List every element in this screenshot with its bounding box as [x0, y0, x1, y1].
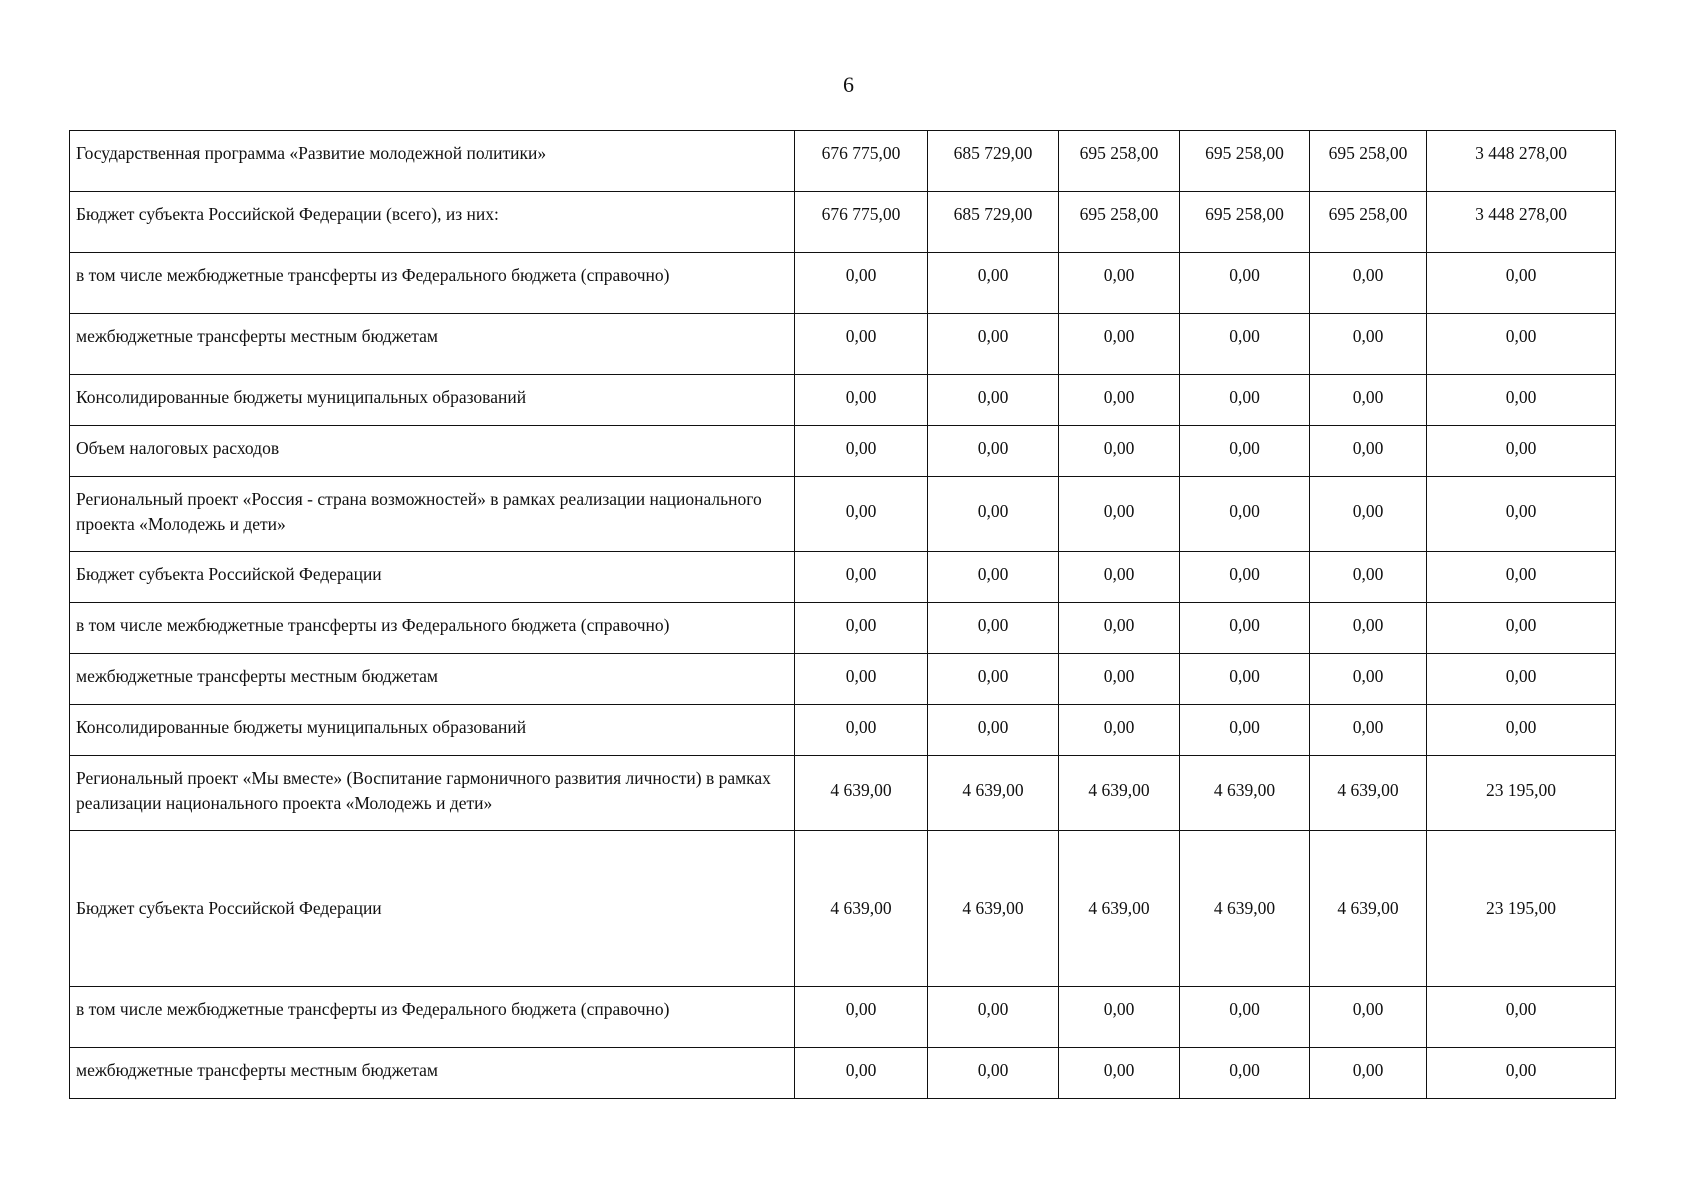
- value-cell: 0,00: [1059, 314, 1180, 375]
- value-cell: 4 639,00: [1310, 831, 1427, 987]
- value-cell: 0,00: [1310, 705, 1427, 756]
- value-cell: 0,00: [1059, 375, 1180, 426]
- value-cell: 676 775,00: [795, 131, 928, 192]
- row-label: Региональный проект «Россия - страна возможностей» в рамках реализации национального проекта «Молодежь и дети»: [70, 477, 795, 552]
- value-cell: 0,00: [795, 375, 928, 426]
- value-cell: 0,00: [1427, 314, 1616, 375]
- value-cell: 0,00: [1427, 552, 1616, 603]
- value-cell: 0,00: [795, 314, 928, 375]
- value-cell: 0,00: [928, 426, 1059, 477]
- value-cell: 0,00: [1310, 1048, 1427, 1099]
- value-cell: 0,00: [928, 987, 1059, 1048]
- value-cell: 0,00: [1180, 1048, 1310, 1099]
- value-cell: 0,00: [1310, 426, 1427, 477]
- table-row: [70, 426, 1616, 477]
- value-cell: 0,00: [928, 705, 1059, 756]
- value-cell: 0,00: [928, 552, 1059, 603]
- table-row: [70, 253, 1616, 314]
- value-cell: 4 639,00: [1310, 756, 1427, 831]
- value-cell: 695 258,00: [1180, 192, 1310, 253]
- value-cell: 0,00: [795, 426, 928, 477]
- value-cell: 4 639,00: [1059, 831, 1180, 987]
- value-cell: 3 448 278,00: [1427, 131, 1616, 192]
- value-cell: 0,00: [928, 1048, 1059, 1099]
- value-cell: 0,00: [1180, 705, 1310, 756]
- table-row: [70, 477, 1616, 552]
- value-cell: 4 639,00: [795, 831, 928, 987]
- table-row: [70, 314, 1616, 375]
- value-cell: 0,00: [1427, 1048, 1616, 1099]
- value-cell: 0,00: [1427, 253, 1616, 314]
- value-cell: 0,00: [1427, 705, 1616, 756]
- value-cell: 0,00: [1059, 426, 1180, 477]
- value-cell: 0,00: [1310, 477, 1427, 552]
- value-cell: 0,00: [1180, 375, 1310, 426]
- value-cell: 0,00: [928, 654, 1059, 705]
- value-cell: 685 729,00: [928, 192, 1059, 253]
- value-cell: 0,00: [1059, 987, 1180, 1048]
- value-cell: 0,00: [1180, 426, 1310, 477]
- row-label: Консолидированные бюджеты муниципальных образований: [70, 375, 795, 426]
- table-row: [70, 987, 1616, 1048]
- value-cell: 0,00: [795, 603, 928, 654]
- row-label: Бюджет субъекта Российской Федерации: [70, 831, 795, 987]
- row-label: Бюджет субъекта Российской Федерации (всего), из них:: [70, 192, 795, 253]
- value-cell: 0,00: [1180, 603, 1310, 654]
- value-cell: 0,00: [1180, 987, 1310, 1048]
- value-cell: 4 639,00: [1180, 756, 1310, 831]
- row-label: в том числе межбюджетные трансферты из Федерального бюджета (справочно): [70, 987, 795, 1048]
- value-cell: 0,00: [1310, 253, 1427, 314]
- value-cell: 0,00: [1059, 603, 1180, 654]
- value-cell: 695 258,00: [1059, 192, 1180, 253]
- value-cell: 0,00: [1180, 552, 1310, 603]
- value-cell: 0,00: [1059, 253, 1180, 314]
- value-cell: 0,00: [928, 253, 1059, 314]
- value-cell: 23 195,00: [1427, 756, 1616, 831]
- row-label: Бюджет субъекта Российской Федерации: [70, 552, 795, 603]
- value-cell: 0,00: [795, 477, 928, 552]
- value-cell: 0,00: [1180, 477, 1310, 552]
- value-cell: 0,00: [1310, 987, 1427, 1048]
- value-cell: 0,00: [1310, 603, 1427, 654]
- value-cell: 3 448 278,00: [1427, 192, 1616, 253]
- value-cell: 695 258,00: [1059, 131, 1180, 192]
- value-cell: 0,00: [928, 314, 1059, 375]
- value-cell: 0,00: [1427, 426, 1616, 477]
- table-row: [70, 131, 1616, 192]
- row-label: в том числе межбюджетные трансферты из Федерального бюджета (справочно): [70, 603, 795, 654]
- value-cell: 0,00: [1310, 552, 1427, 603]
- value-cell: 0,00: [795, 654, 928, 705]
- value-cell: 4 639,00: [795, 756, 928, 831]
- table-row: [70, 375, 1616, 426]
- row-label: межбюджетные трансферты местным бюджетам: [70, 1048, 795, 1099]
- value-cell: 0,00: [1180, 314, 1310, 375]
- value-cell: 4 639,00: [1059, 756, 1180, 831]
- value-cell: 0,00: [1427, 654, 1616, 705]
- value-cell: 0,00: [1310, 314, 1427, 375]
- value-cell: 0,00: [1427, 603, 1616, 654]
- table-row: [70, 603, 1616, 654]
- table-row: [70, 1048, 1616, 1099]
- row-label: межбюджетные трансферты местным бюджетам: [70, 314, 795, 375]
- value-cell: 0,00: [928, 375, 1059, 426]
- value-cell: 0,00: [1427, 987, 1616, 1048]
- value-cell: 0,00: [928, 603, 1059, 654]
- value-cell: 4 639,00: [928, 831, 1059, 987]
- value-cell: 0,00: [1180, 654, 1310, 705]
- row-label: Объем налоговых расходов: [70, 426, 795, 477]
- value-cell: 0,00: [795, 987, 928, 1048]
- row-label: в том числе межбюджетные трансферты из Федерального бюджета (справочно): [70, 253, 795, 314]
- row-label: Государственная программа «Развитие молодежной политики»: [70, 131, 795, 192]
- value-cell: 0,00: [1180, 253, 1310, 314]
- row-label: Консолидированные бюджеты муниципальных образований: [70, 705, 795, 756]
- value-cell: 0,00: [1427, 375, 1616, 426]
- value-cell: 0,00: [795, 705, 928, 756]
- table-row: [70, 552, 1616, 603]
- value-cell: 695 258,00: [1180, 131, 1310, 192]
- value-cell: 685 729,00: [928, 131, 1059, 192]
- table-row: [70, 705, 1616, 756]
- value-cell: 0,00: [1059, 477, 1180, 552]
- table-row: [70, 831, 1616, 987]
- value-cell: 23 195,00: [1427, 831, 1616, 987]
- budget-table-body: [70, 131, 1616, 1099]
- page-number: 6: [843, 72, 854, 97]
- table-row: [70, 756, 1616, 831]
- table-row: [70, 654, 1616, 705]
- budget-table: [69, 130, 1616, 1099]
- value-cell: 695 258,00: [1310, 192, 1427, 253]
- value-cell: 0,00: [795, 1048, 928, 1099]
- value-cell: 4 639,00: [1180, 831, 1310, 987]
- row-label: Региональный проект «Мы вместе» (Воспитание гармоничного развития личности) в рамках реализации национального проекта «Молодежь и дети»: [70, 756, 795, 831]
- value-cell: 0,00: [928, 477, 1059, 552]
- value-cell: 0,00: [1059, 552, 1180, 603]
- value-cell: 0,00: [795, 253, 928, 314]
- value-cell: 676 775,00: [795, 192, 928, 253]
- value-cell: 0,00: [1310, 654, 1427, 705]
- value-cell: 0,00: [1059, 654, 1180, 705]
- table-row: [70, 192, 1616, 253]
- value-cell: 0,00: [795, 552, 928, 603]
- value-cell: 695 258,00: [1310, 131, 1427, 192]
- value-cell: 0,00: [1310, 375, 1427, 426]
- value-cell: 4 639,00: [928, 756, 1059, 831]
- value-cell: 0,00: [1059, 705, 1180, 756]
- value-cell: 0,00: [1059, 1048, 1180, 1099]
- value-cell: 0,00: [1427, 477, 1616, 552]
- row-label: межбюджетные трансферты местным бюджетам: [70, 654, 795, 705]
